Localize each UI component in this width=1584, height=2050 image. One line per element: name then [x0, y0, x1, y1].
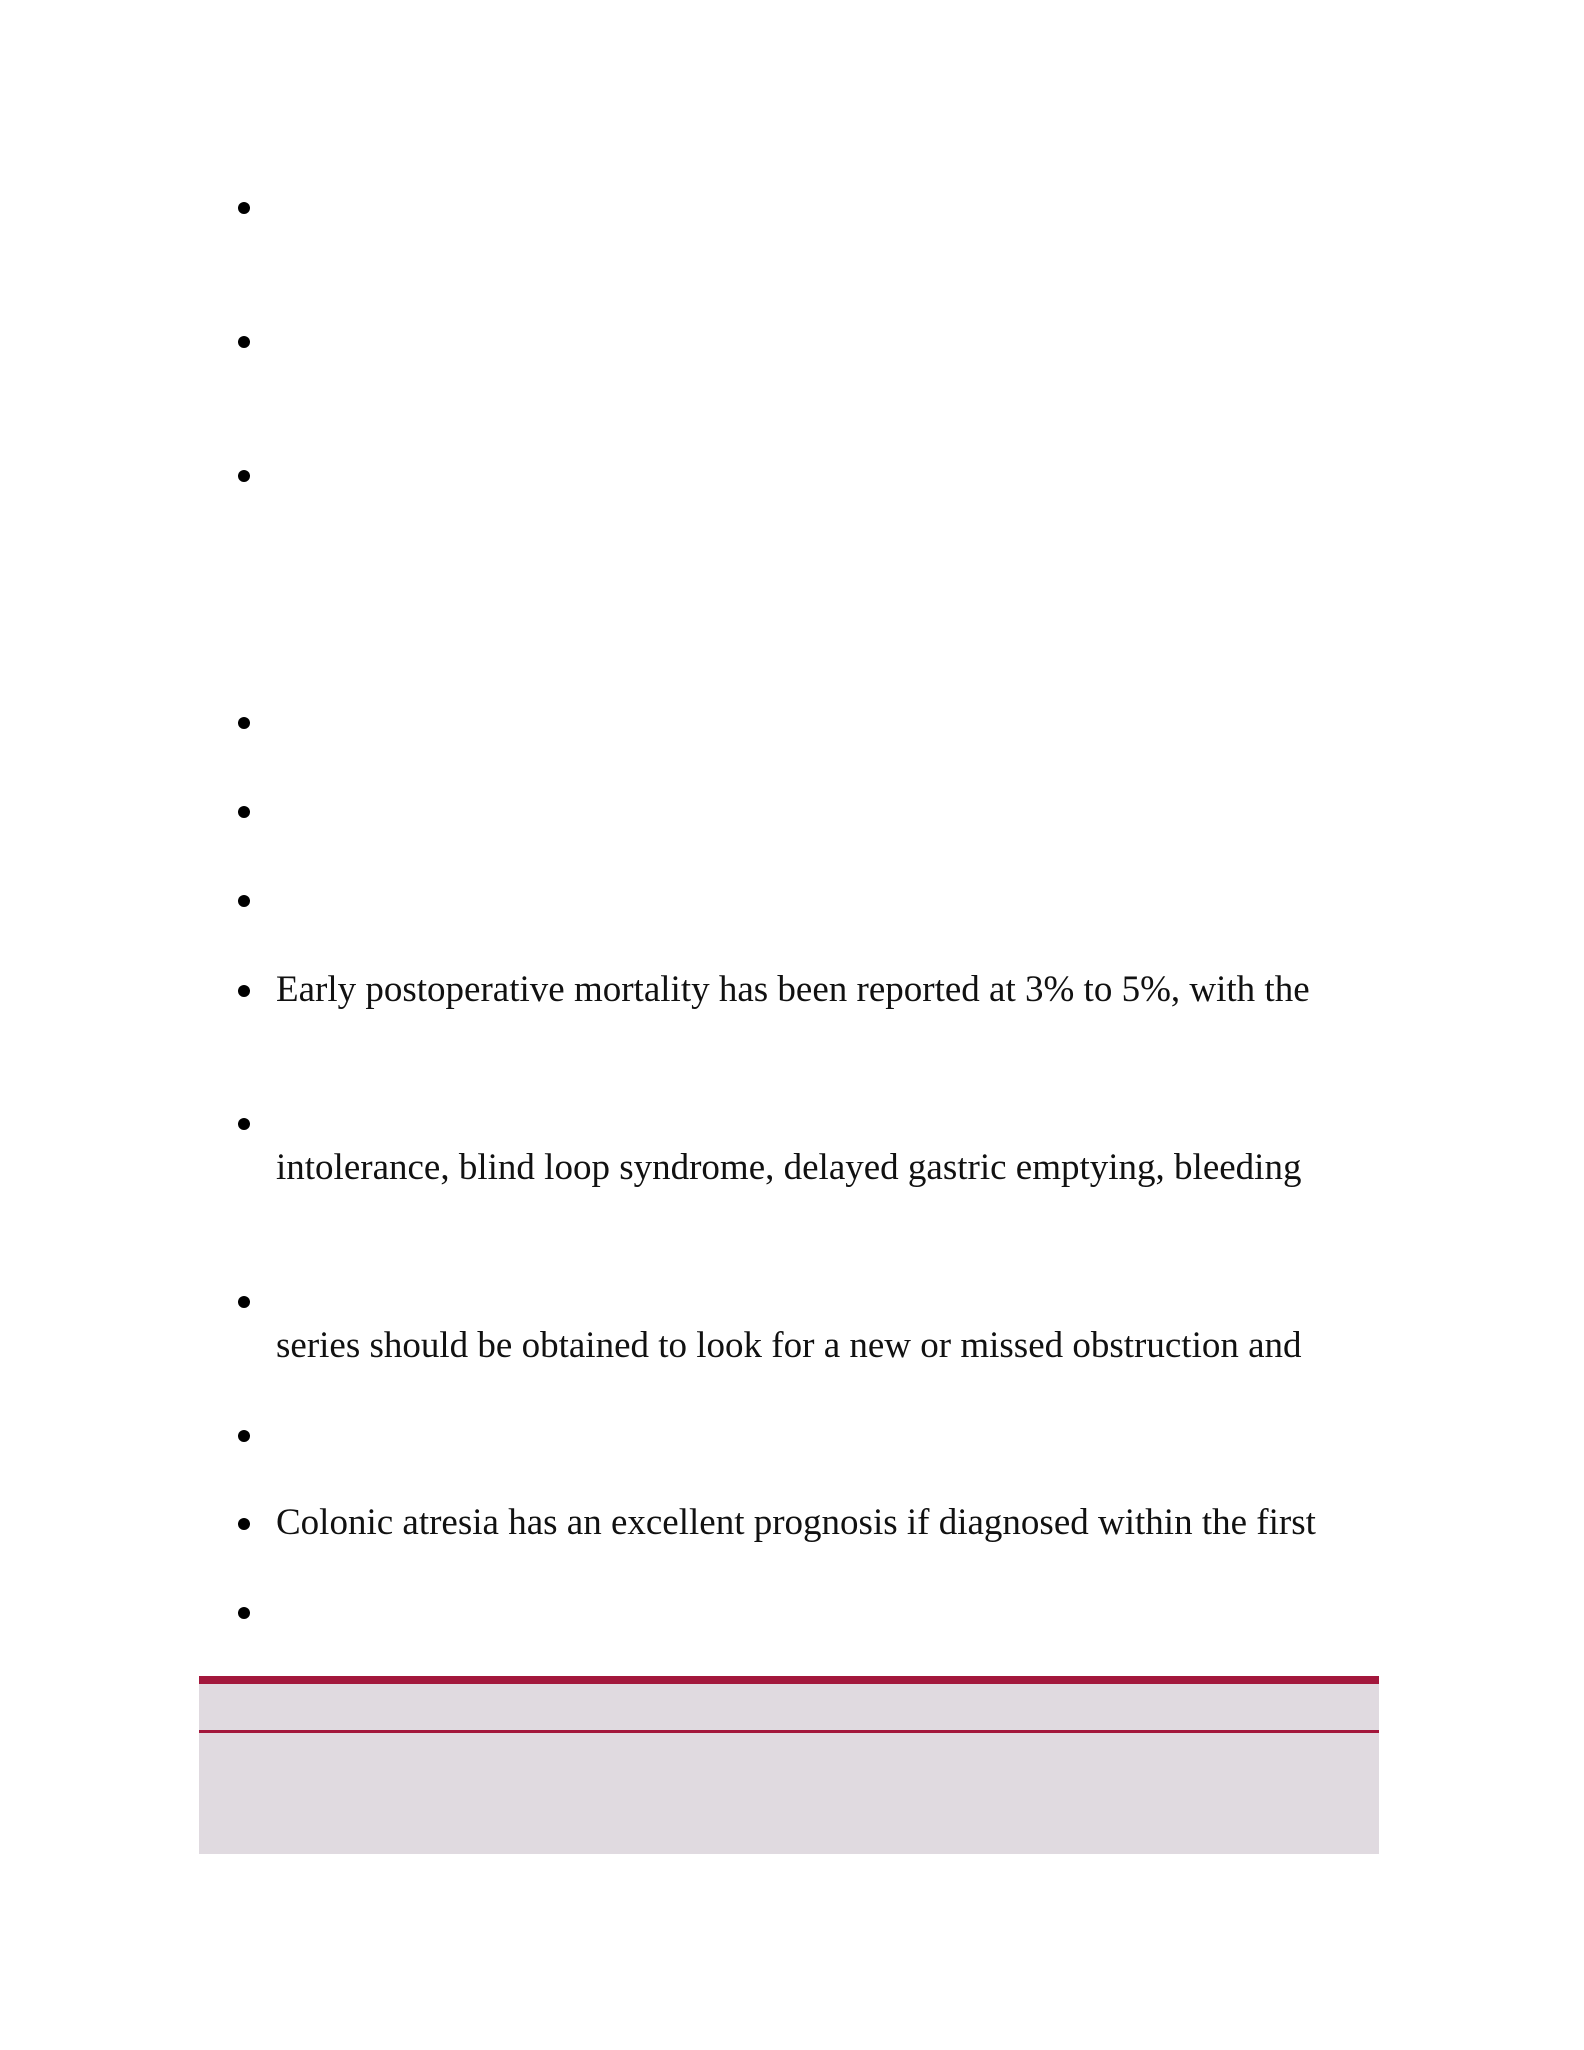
- callout-divider: [199, 1730, 1379, 1733]
- list-item-text: Colonic atresia has an excellent prognosis if diagnosed within the first: [276, 1502, 1316, 1543]
- callout-box: [199, 1676, 1379, 1854]
- list-item-continuation-text: series should be obtained to look for a new or missed obstruction and: [276, 1325, 1302, 1366]
- list-bullet: [238, 1296, 250, 1308]
- list-bullet: [238, 895, 250, 907]
- list-item-text: Early postoperative mortality has been reported at 3% to 5%, with the: [276, 969, 1310, 1010]
- list-bullet: [238, 1518, 250, 1530]
- list-bullet: [238, 717, 250, 729]
- callout-top-rule: [199, 1676, 1379, 1684]
- list-bullet: [238, 1430, 250, 1442]
- list-bullet: [238, 806, 250, 818]
- list-bullet: [238, 336, 250, 348]
- list-item-continuation-text: intolerance, blind loop syndrome, delayed gastric emptying, bleeding: [276, 1147, 1302, 1188]
- list-bullet: [238, 985, 250, 997]
- list-bullet: [238, 470, 250, 482]
- list-bullet: [238, 1607, 250, 1619]
- list-bullet: [238, 1118, 250, 1130]
- list-bullet: [238, 202, 250, 214]
